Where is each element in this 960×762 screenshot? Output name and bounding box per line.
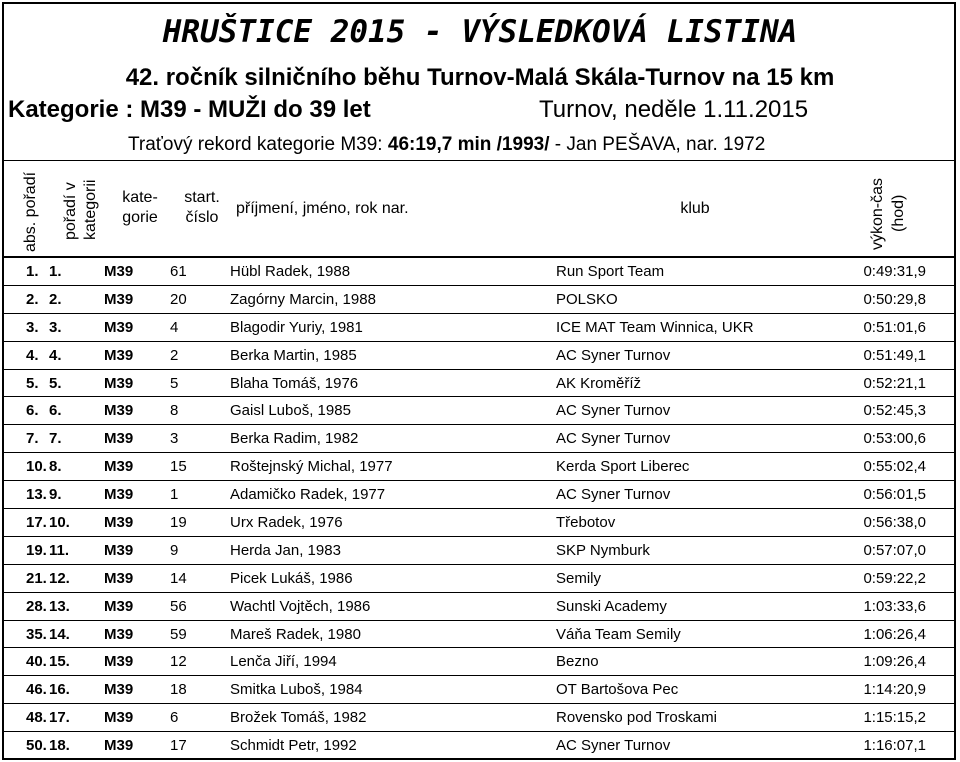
cell-cat: M39 — [104, 676, 170, 704]
cell-rank: 11. — [47, 536, 104, 564]
cell-start: 3 — [170, 425, 227, 453]
cell-club: AC Syner Turnov — [553, 732, 826, 760]
cell-club: AC Syner Turnov — [553, 341, 826, 369]
cell-abs: 35. — [4, 620, 47, 648]
cell-start: 59 — [170, 620, 227, 648]
cell-cat: M39 — [104, 620, 170, 648]
cell-start: 61 — [170, 258, 227, 285]
table-row — [4, 509, 956, 537]
cell-time: 0:51:49,1 — [826, 341, 956, 369]
record-prefix: Traťový rekord kategorie M39: — [128, 134, 383, 155]
col-start-header-2: číslo — [185, 209, 219, 226]
cell-time: 0:52:45,3 — [826, 397, 956, 425]
cell-start: 5 — [170, 369, 227, 397]
cell-name: Roštejnský Michal, 1977 — [227, 453, 553, 481]
cell-club: Bezno — [553, 648, 826, 676]
cell-start: 2 — [170, 341, 227, 369]
cell-abs: 17. — [4, 509, 47, 537]
cell-name: Schmidt Petr, 1992 — [227, 732, 553, 760]
col-time-header-2: (hod) — [890, 194, 907, 232]
table-row — [4, 313, 956, 341]
cell-cat: M39 — [104, 564, 170, 592]
cell-club: Sunski Academy — [553, 592, 826, 620]
table-row — [4, 704, 956, 732]
cell-club: ICE MAT Team Winnica, UKR — [553, 313, 826, 341]
cell-start: 4 — [170, 313, 227, 341]
cell-time: 1:09:26,4 — [826, 648, 956, 676]
cell-abs: 7. — [4, 425, 47, 453]
cell-club: AK Kroměříž — [553, 369, 826, 397]
table-row — [4, 453, 956, 481]
col-rank-header-2: kategorii — [82, 179, 99, 240]
race-subtitle: 42. ročník silničního běhu Turnov-Malá Skála-Turnov na 15 km — [125, 64, 835, 91]
table-row — [4, 397, 956, 425]
cell-cat: M39 — [104, 704, 170, 732]
table-row — [4, 481, 956, 509]
cell-start: 56 — [170, 592, 227, 620]
cell-rank: 16. — [47, 676, 104, 704]
cell-name: Gaisl Luboš, 1985 — [227, 397, 553, 425]
cell-rank: 6. — [47, 397, 104, 425]
cell-name: Hübl Radek, 1988 — [227, 258, 553, 285]
cell-rank: 5. — [47, 369, 104, 397]
course-record — [128, 134, 765, 156]
col-category-header — [118, 188, 162, 228]
cell-name: Mareš Radek, 1980 — [227, 620, 553, 648]
cell-name: Blaha Tomáš, 1976 — [227, 369, 553, 397]
cell-club: Třebotov — [553, 509, 826, 537]
cell-rank: 12. — [47, 564, 104, 592]
cell-name: Brožek Tomáš, 1982 — [227, 704, 553, 732]
cell-club: Run Sport Team — [553, 258, 826, 285]
cell-name: Adamičko Radek, 1977 — [227, 481, 553, 509]
cell-abs: 46. — [4, 676, 47, 704]
cell-start: 14 — [170, 564, 227, 592]
cell-cat: M39 — [104, 397, 170, 425]
cell-abs: 21. — [4, 564, 47, 592]
cell-rank: 2. — [47, 285, 104, 313]
cell-name: Berka Radim, 1982 — [227, 425, 553, 453]
cell-cat: M39 — [104, 509, 170, 537]
cell-rank: 1. — [47, 258, 104, 285]
header-top-line — [4, 160, 956, 161]
table-row — [4, 620, 956, 648]
cell-club: AC Syner Turnov — [553, 425, 826, 453]
cell-start: 12 — [170, 648, 227, 676]
cell-start: 17 — [170, 732, 227, 760]
cell-time: 0:53:00,6 — [826, 425, 956, 453]
cell-abs: 1. — [4, 258, 47, 285]
cell-club: Kerda Sport Liberec — [553, 453, 826, 481]
cell-cat: M39 — [104, 313, 170, 341]
cell-rank: 4. — [47, 341, 104, 369]
cell-time: 1:06:26,4 — [826, 620, 956, 648]
table-row — [4, 564, 956, 592]
cell-time: 0:56:01,5 — [826, 481, 956, 509]
table-row — [4, 592, 956, 620]
cell-rank: 8. — [47, 453, 104, 481]
cell-time: 1:03:33,6 — [826, 592, 956, 620]
cell-rank: 18. — [47, 732, 104, 760]
table-row — [4, 341, 956, 369]
cell-abs: 28. — [4, 592, 47, 620]
cell-club: POLSKO — [553, 285, 826, 313]
cell-cat: M39 — [104, 425, 170, 453]
cell-abs: 40. — [4, 648, 47, 676]
table-row — [4, 258, 956, 285]
cell-cat: M39 — [104, 285, 170, 313]
cell-rank: 14. — [47, 620, 104, 648]
cell-name: Blagodir Yuriy, 1981 — [227, 313, 553, 341]
cell-rank: 7. — [47, 425, 104, 453]
cell-rank: 17. — [47, 704, 104, 732]
cell-name: Berka Martin, 1985 — [227, 341, 553, 369]
table-row — [4, 369, 956, 397]
cell-time: 1:16:07,1 — [826, 732, 956, 760]
cell-start: 15 — [170, 453, 227, 481]
col-start-header — [176, 188, 228, 228]
cell-abs: 50. — [4, 732, 47, 760]
col-start-header-1: start. — [184, 189, 220, 206]
place-date: Turnov, neděle 1.11.2015 — [539, 96, 809, 123]
cell-rank: 15. — [47, 648, 104, 676]
cell-abs: 48. — [4, 704, 47, 732]
cell-abs: 3. — [4, 313, 47, 341]
table-row — [4, 285, 956, 313]
cell-name: Picek Lukáš, 1986 — [227, 564, 553, 592]
cell-start: 18 — [170, 676, 227, 704]
cell-rank: 13. — [47, 592, 104, 620]
page-title: HRUŠTICE 2015 - VÝSLEDKOVÁ LISTINA — [162, 14, 798, 50]
cell-name: Urx Radek, 1976 — [227, 509, 553, 537]
table-row — [4, 676, 956, 704]
cell-club: Rovensko pod Troskami — [553, 704, 826, 732]
cell-start: 1 — [170, 481, 227, 509]
results-table — [4, 258, 956, 760]
cell-time: 0:59:22,2 — [826, 564, 956, 592]
cell-abs: 5. — [4, 369, 47, 397]
cell-cat: M39 — [104, 536, 170, 564]
cell-club: Váňa Team Semily — [553, 620, 826, 648]
table-row — [4, 425, 956, 453]
cell-time: 0:49:31,9 — [826, 258, 956, 285]
cell-time: 0:56:38,0 — [826, 509, 956, 537]
category-line: Kategorie : M39 - MUŽI do 39 let — [8, 96, 371, 123]
col-rank-header-1: pořadí v — [62, 182, 79, 240]
cell-start: 6 — [170, 704, 227, 732]
table-row — [4, 732, 956, 760]
cell-time: 1:15:15,2 — [826, 704, 956, 732]
cell-start: 9 — [170, 536, 227, 564]
cell-time: 0:52:21,1 — [826, 369, 956, 397]
cell-club: Semily — [553, 564, 826, 592]
cell-cat: M39 — [104, 258, 170, 285]
cell-time: 0:50:29,8 — [826, 285, 956, 313]
cell-club: AC Syner Turnov — [553, 481, 826, 509]
cell-time: 0:51:01,6 — [826, 313, 956, 341]
cell-start: 19 — [170, 509, 227, 537]
col-name-header: příjmení, jméno, rok nar. — [236, 200, 409, 217]
cell-time: 1:14:20,9 — [826, 676, 956, 704]
col-abs-header: abs. pořadí — [22, 171, 39, 252]
table-row — [4, 648, 956, 676]
cell-club: AC Syner Turnov — [553, 397, 826, 425]
record-suffix: - Jan PEŠAVA, nar. 1972 — [554, 134, 766, 155]
cell-club: OT Bartošova Pec — [553, 676, 826, 704]
cell-time: 0:57:07,0 — [826, 536, 956, 564]
table-row — [4, 536, 956, 564]
cell-rank: 9. — [47, 481, 104, 509]
cell-name: Wachtl Vojtěch, 1986 — [227, 592, 553, 620]
cell-name: Smitka Luboš, 1984 — [227, 676, 553, 704]
cell-cat: M39 — [104, 453, 170, 481]
cell-abs: 4. — [4, 341, 47, 369]
cell-start: 8 — [170, 397, 227, 425]
col-time-header-1: výkon-čas — [869, 177, 886, 250]
col-category-header-1: kate- — [122, 189, 158, 206]
cell-abs: 13. — [4, 481, 47, 509]
cell-cat: M39 — [104, 732, 170, 760]
col-club-header: klub — [680, 200, 710, 217]
cell-name: Lenča Jiří, 1994 — [227, 648, 553, 676]
cell-cat: M39 — [104, 369, 170, 397]
cell-abs: 10. — [4, 453, 47, 481]
cell-time: 0:55:02,4 — [826, 453, 956, 481]
cell-abs: 19. — [4, 536, 47, 564]
cell-name: Zagórny Marcin, 1988 — [227, 285, 553, 313]
cell-cat: M39 — [104, 648, 170, 676]
cell-cat: M39 — [104, 592, 170, 620]
cell-start: 20 — [170, 285, 227, 313]
cell-abs: 2. — [4, 285, 47, 313]
cell-club: SKP Nymburk — [553, 536, 826, 564]
cell-cat: M39 — [104, 341, 170, 369]
record-value: 46:19,7 min /1993/ — [387, 134, 550, 155]
cell-rank: 3. — [47, 313, 104, 341]
cell-abs: 6. — [4, 397, 47, 425]
cell-cat: M39 — [104, 481, 170, 509]
cell-rank: 10. — [47, 509, 104, 537]
cell-name: Herda Jan, 1983 — [227, 536, 553, 564]
col-category-header-2: gorie — [122, 209, 158, 226]
